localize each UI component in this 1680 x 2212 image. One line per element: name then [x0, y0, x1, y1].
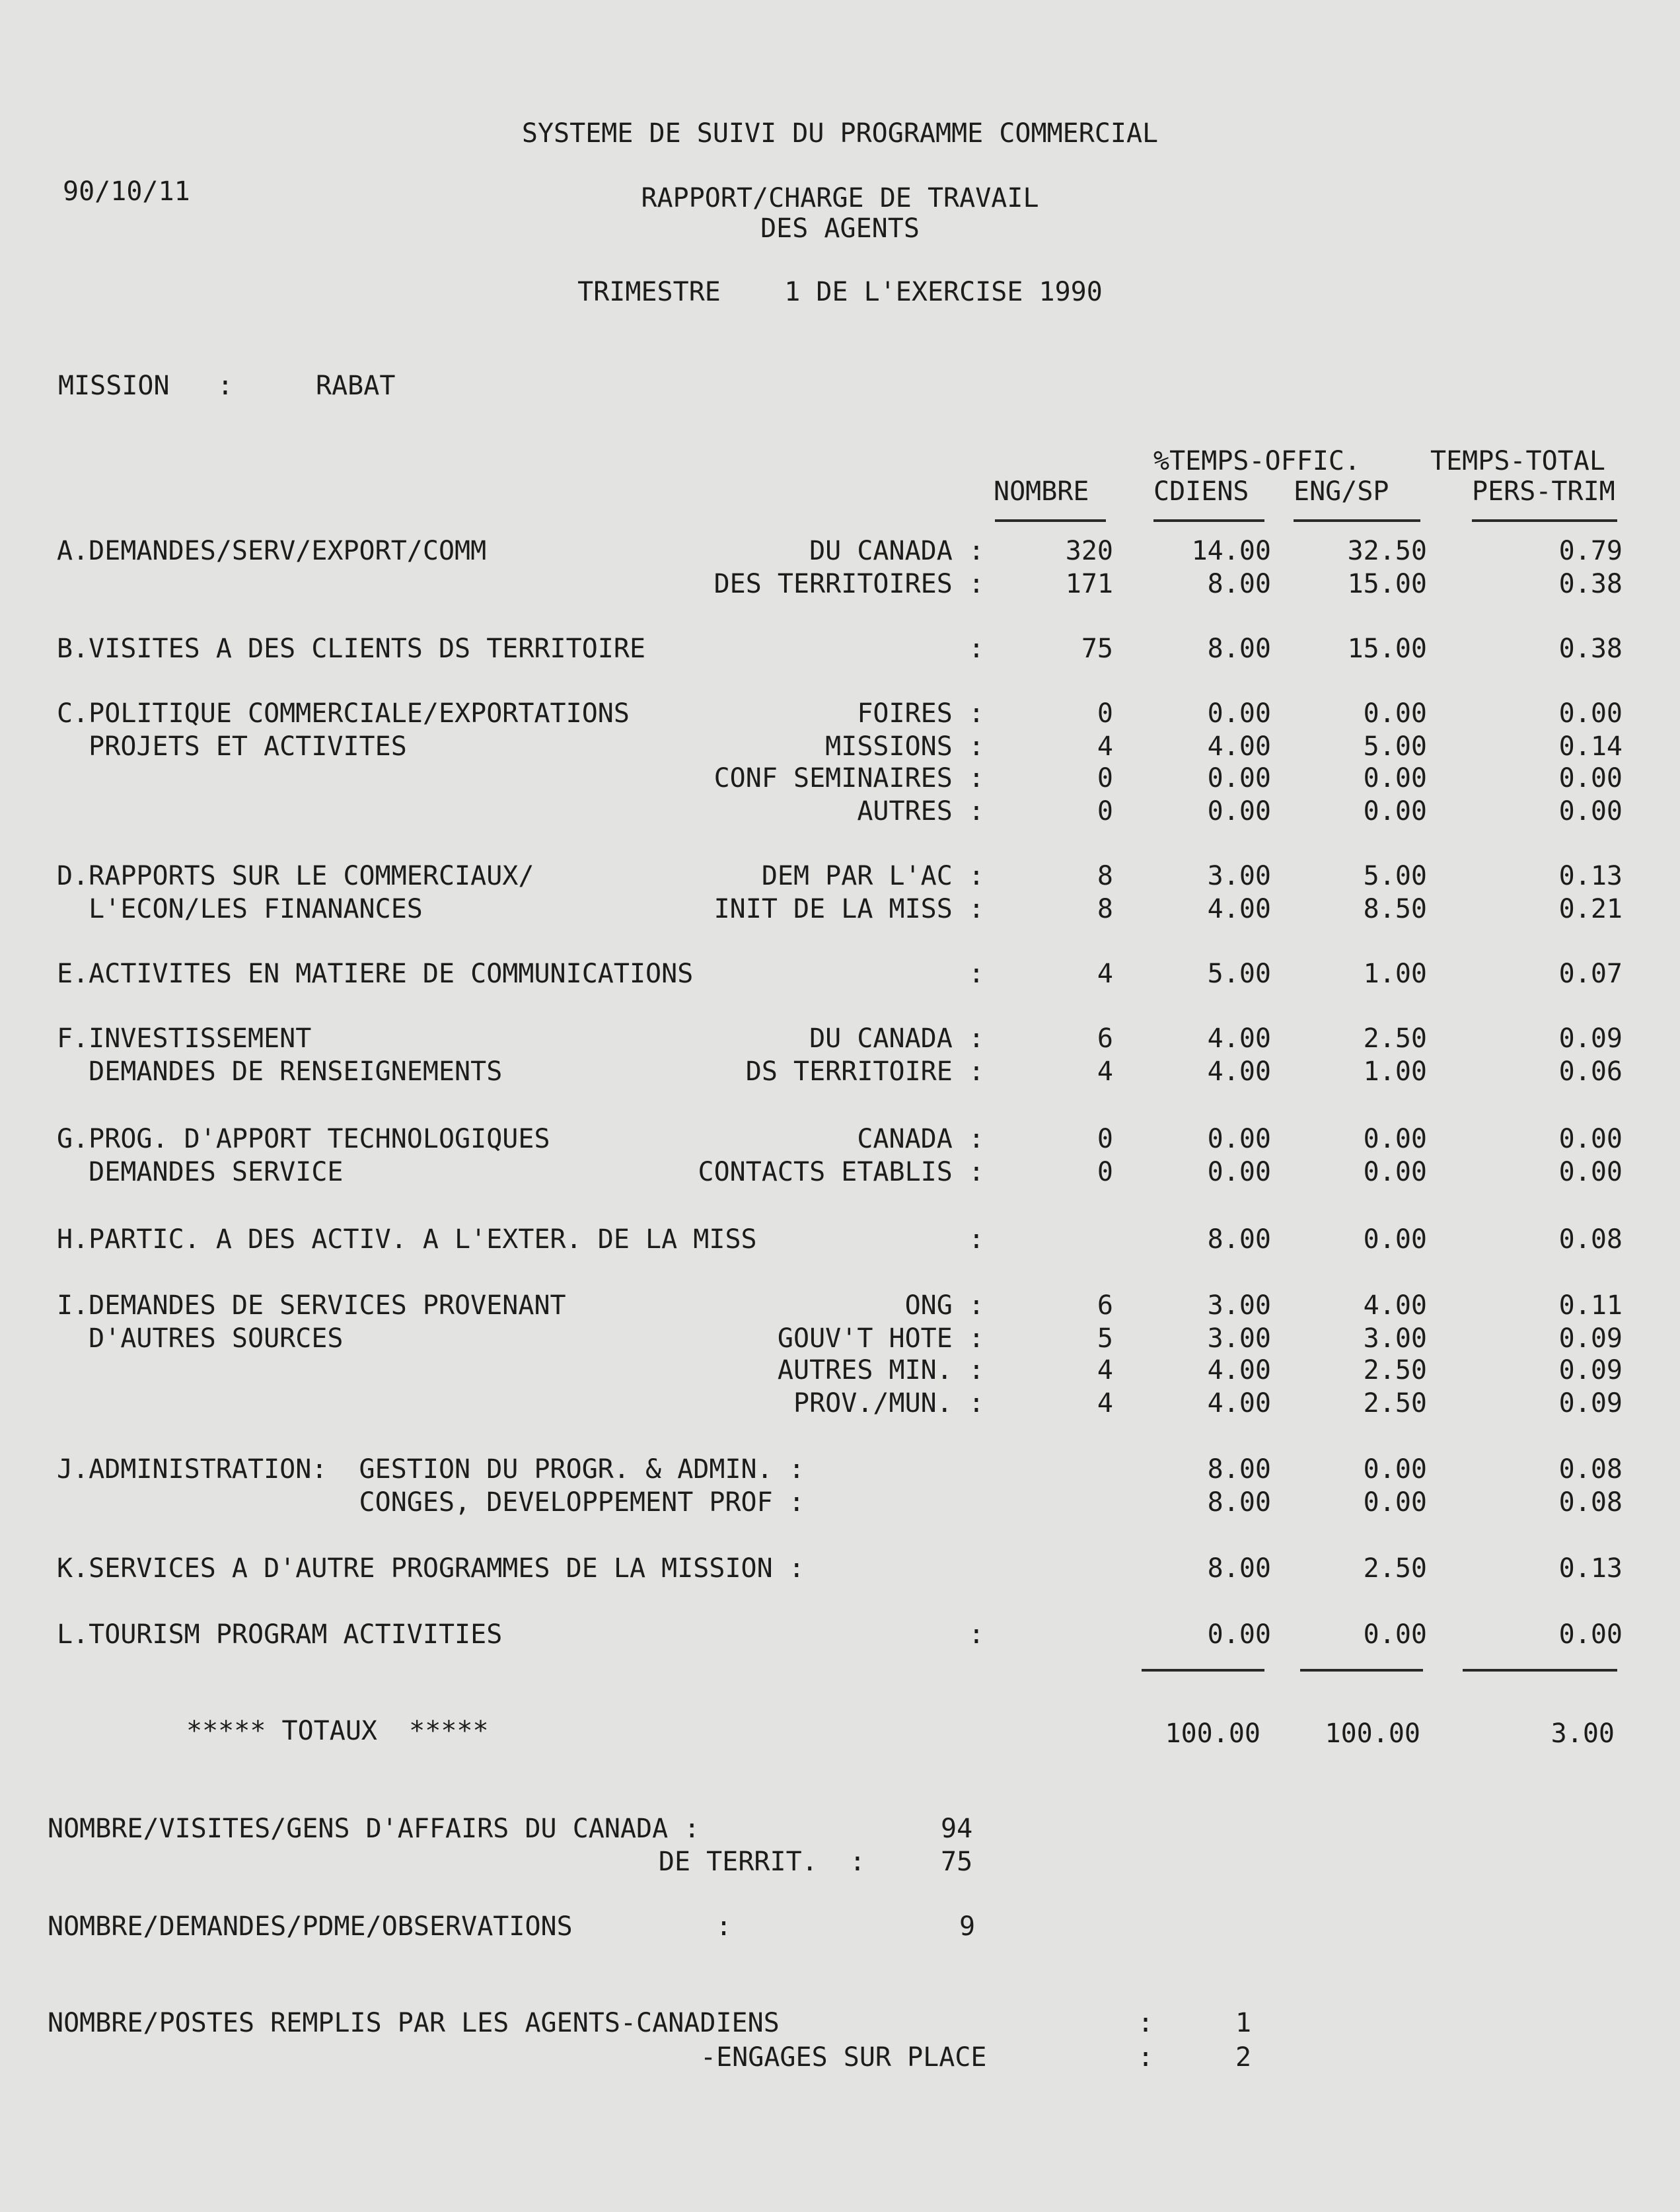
row-sublabel: INIT DE LA MISS : — [713, 894, 984, 924]
row-pers-trim: 0.13 — [1558, 1553, 1623, 1584]
totals-label: ***** TOTAUX ***** — [186, 1716, 489, 1746]
row-cdiens: 3.00 — [1207, 1290, 1271, 1321]
total-divider-pers-trim — [1463, 1669, 1617, 1672]
row-sublabel: : — [968, 959, 984, 989]
row-sublabel: DU CANADA : — [809, 1023, 984, 1054]
row-label: A.DEMANDES/SERV/EXPORT/COMM — [57, 536, 487, 566]
row-pers-trim: 0.09 — [1558, 1355, 1623, 1385]
row-cdiens: 0.00 — [1207, 1124, 1271, 1154]
row-label: DEMANDES DE RENSEIGNEMENTS — [57, 1056, 503, 1087]
postes-canadiens-label: NOMBRE/POSTES REMPLIS PAR LES AGENTS-CANADIENS — [48, 2008, 780, 2038]
visits-canada-label: NOMBRE/VISITES/GENS D'AFFAIRS DU CANADA : — [48, 1814, 700, 1844]
row-cdiens: 8.00 — [1207, 569, 1271, 599]
row-label: DEMANDES SERVICE — [57, 1157, 344, 1187]
row-pers-trim: 0.08 — [1558, 1224, 1623, 1255]
row-cdiens: 4.00 — [1207, 1023, 1271, 1054]
row-label: PROJETS ET ACTIVITES — [57, 731, 407, 762]
row-cdiens: 5.00 — [1207, 959, 1271, 989]
row-label: D.RAPPORTS SUR LE COMMERCIAUX/ — [57, 861, 534, 891]
row-label: B.VISITES A DES CLIENTS DS TERRITOIRE — [57, 634, 646, 664]
report-title-line-2: DES AGENTS — [760, 213, 920, 244]
total-divider-eng-sp — [1300, 1669, 1423, 1672]
system-title: SYSTEME DE SUIVI DU PROGRAMME COMMERCIAL — [521, 118, 1159, 149]
row-cdiens: 8.00 — [1207, 1487, 1271, 1518]
total-divider-cdiens — [1142, 1669, 1264, 1672]
row-pers-trim: 0.09 — [1558, 1023, 1623, 1054]
row-sublabel: GOUV'T HOTE : — [777, 1323, 984, 1354]
row-eng-sp: 15.00 — [1347, 634, 1427, 664]
row-eng-sp: 0.00 — [1363, 1124, 1427, 1154]
row-eng-sp: 0.00 — [1363, 763, 1427, 793]
col-header-eng-sp: ENG/SP — [1294, 476, 1389, 507]
visits-canada-value: 94 — [941, 1814, 973, 1844]
row-label: CONGES, DEVELOPPEMENT PROF : — [57, 1487, 805, 1518]
row-eng-sp: 0.00 — [1363, 1487, 1427, 1518]
demandes-pdme-label: NOMBRE/DEMANDES/PDME/OBSERVATIONS : — [48, 1911, 732, 1942]
row-cdiens: 4.00 — [1207, 1056, 1271, 1087]
row-cdiens: 0.00 — [1207, 1619, 1271, 1650]
row-nombre: 0 — [1097, 796, 1113, 827]
row-sublabel: CONTACTS ETABLIS : — [698, 1157, 984, 1187]
row-cdiens: 14.00 — [1191, 536, 1271, 566]
quarter-line: TRIMESTRE 1 DE L'EXERCISE 1990 — [577, 277, 1103, 307]
row-pers-trim: 0.11 — [1558, 1290, 1623, 1321]
row-label: F.INVESTISSEMENT — [57, 1023, 312, 1054]
row-eng-sp: 0.00 — [1363, 1157, 1427, 1187]
row-pers-trim: 0.09 — [1558, 1388, 1623, 1419]
row-label: I.DEMANDES DE SERVICES PROVENANT — [57, 1290, 566, 1321]
row-nombre: 0 — [1097, 763, 1113, 793]
totals-cdiens: 100.00 — [1165, 1718, 1260, 1749]
postes-canadiens-colon: : — [1138, 2008, 1154, 2038]
row-pers-trim: 0.00 — [1558, 1124, 1623, 1154]
row-cdiens: 4.00 — [1207, 894, 1271, 924]
row-cdiens: 0.00 — [1207, 763, 1271, 793]
row-sublabel: FOIRES : — [857, 698, 984, 729]
row-eng-sp: 15.00 — [1347, 569, 1427, 599]
row-nombre: 4 — [1097, 731, 1113, 762]
row-pers-trim: 0.07 — [1558, 959, 1623, 989]
row-nombre: 0 — [1097, 1157, 1113, 1187]
report-date: 90/10/11 — [63, 176, 190, 207]
col-underline-nombre — [995, 519, 1106, 522]
col-header-cdiens: CDIENS — [1153, 476, 1249, 507]
row-sublabel: CONF SEMINAIRES : — [713, 763, 984, 793]
row-cdiens: 3.00 — [1207, 1323, 1271, 1354]
engages-place-value: 2 — [1235, 2042, 1252, 2073]
row-nombre: 4 — [1097, 1355, 1113, 1385]
row-cdiens: 8.00 — [1207, 1224, 1271, 1255]
row-nombre: 320 — [1065, 536, 1113, 566]
row-label: J.ADMINISTRATION: GESTION DU PROGR. & ADMIN. : — [57, 1454, 805, 1485]
demandes-pdme-value: 9 — [959, 1911, 976, 1942]
row-label: H.PARTIC. A DES ACTIV. A L'EXTER. DE LA MISS — [57, 1224, 757, 1255]
row-pers-trim: 0.00 — [1558, 1157, 1623, 1187]
visits-territ-value: 75 — [941, 1847, 973, 1877]
col-underline-cdiens — [1153, 519, 1264, 522]
row-nombre: 4 — [1097, 959, 1113, 989]
row-label: G.PROG. D'APPORT TECHNOLOGIQUES — [57, 1124, 550, 1154]
row-pers-trim: 0.08 — [1558, 1487, 1623, 1518]
totals-eng-sp: 100.00 — [1325, 1718, 1420, 1749]
row-eng-sp: 0.00 — [1363, 1619, 1427, 1650]
row-cdiens: 8.00 — [1207, 1454, 1271, 1485]
report-title-line-1: RAPPORT/CHARGE DE TRAVAIL — [641, 183, 1039, 213]
row-eng-sp: 32.50 — [1347, 536, 1427, 566]
row-cdiens: 4.00 — [1207, 1355, 1271, 1385]
col-header-pct-temps-offic: %TEMPS-OFFIC. — [1153, 446, 1361, 476]
row-cdiens: 4.00 — [1207, 731, 1271, 762]
row-sublabel: DS TERRITOIRE : — [745, 1056, 984, 1087]
row-sublabel: DU CANADA : — [809, 536, 984, 566]
col-underline-eng-sp — [1294, 519, 1420, 522]
row-cdiens: 8.00 — [1207, 1553, 1271, 1584]
row-pers-trim: 0.38 — [1558, 569, 1623, 599]
row-label: E.ACTIVITES EN MATIERE DE COMMUNICATIONS — [57, 959, 694, 989]
row-nombre: 0 — [1097, 698, 1113, 729]
row-pers-trim: 0.06 — [1558, 1056, 1623, 1087]
row-sublabel: : — [968, 1619, 984, 1650]
row-cdiens: 0.00 — [1207, 698, 1271, 729]
row-pers-trim: 0.13 — [1558, 861, 1623, 891]
engages-place-colon: : — [1138, 2042, 1154, 2073]
row-nombre: 5 — [1097, 1323, 1113, 1354]
row-sublabel: DEM PAR L'AC : — [761, 861, 984, 891]
row-label: L'ECON/LES FINANANCES — [57, 894, 423, 924]
row-eng-sp: 2.50 — [1363, 1553, 1427, 1584]
row-eng-sp: 5.00 — [1363, 861, 1427, 891]
row-pers-trim: 0.00 — [1558, 796, 1623, 827]
row-sublabel: MISSIONS : — [825, 731, 984, 762]
row-eng-sp: 2.50 — [1363, 1355, 1427, 1385]
row-pers-trim: 0.38 — [1558, 634, 1623, 664]
row-nombre: 4 — [1097, 1056, 1113, 1087]
row-sublabel: AUTRES : — [857, 796, 984, 827]
row-sublabel: : — [968, 634, 984, 664]
row-sublabel: CANADA : — [857, 1124, 984, 1154]
row-nombre: 0 — [1097, 1124, 1113, 1154]
col-underline-pers-trim — [1472, 519, 1617, 522]
row-eng-sp: 1.00 — [1363, 1056, 1427, 1087]
row-cdiens: 0.00 — [1207, 1157, 1271, 1187]
row-eng-sp: 0.00 — [1363, 698, 1427, 729]
row-nombre: 75 — [1081, 634, 1113, 664]
col-header-temps-total: TEMPS-TOTAL — [1430, 446, 1605, 476]
row-label: D'AUTRES SOURCES — [57, 1323, 344, 1354]
row-sublabel: : — [968, 1224, 984, 1255]
row-nombre: 171 — [1065, 569, 1113, 599]
row-sublabel: PROV./MUN. : — [793, 1388, 984, 1419]
row-eng-sp: 0.00 — [1363, 796, 1427, 827]
visits-territ-label: DE TERRIT. : — [658, 1847, 865, 1877]
col-header-pers-trim: PERS-TRIM — [1472, 476, 1615, 507]
row-sublabel: AUTRES MIN. : — [777, 1355, 984, 1385]
row-pers-trim: 0.00 — [1558, 698, 1623, 729]
row-eng-sp: 4.00 — [1363, 1290, 1427, 1321]
row-nombre: 6 — [1097, 1023, 1113, 1054]
row-eng-sp: 0.00 — [1363, 1224, 1427, 1255]
row-pers-trim: 0.09 — [1558, 1323, 1623, 1354]
row-pers-trim: 0.08 — [1558, 1454, 1623, 1485]
row-label: L.TOURISM PROGRAM ACTIVITIES — [57, 1619, 503, 1650]
row-pers-trim: 0.00 — [1558, 763, 1623, 793]
row-cdiens: 3.00 — [1207, 861, 1271, 891]
row-eng-sp: 5.00 — [1363, 731, 1427, 762]
col-header-nombre: NOMBRE — [994, 476, 1089, 507]
row-cdiens: 8.00 — [1207, 634, 1271, 664]
row-cdiens: 4.00 — [1207, 1388, 1271, 1419]
row-nombre: 8 — [1097, 861, 1113, 891]
mission-value: RABAT — [316, 371, 396, 401]
row-label: K.SERVICES A D'AUTRE PROGRAMMES DE LA MISSION : — [57, 1553, 805, 1584]
row-pers-trim: 0.00 — [1558, 1619, 1623, 1650]
row-pers-trim: 0.21 — [1558, 894, 1623, 924]
row-pers-trim: 0.79 — [1558, 536, 1623, 566]
row-nombre: 8 — [1097, 894, 1113, 924]
row-label: C.POLITIQUE COMMERCIALE/EXPORTATIONS — [57, 698, 630, 729]
row-nombre: 6 — [1097, 1290, 1113, 1321]
row-eng-sp: 8.50 — [1363, 894, 1427, 924]
engages-place-label: -ENGAGES SUR PLACE — [700, 2042, 987, 2073]
row-sublabel: ONG : — [904, 1290, 984, 1321]
totals-pers-trim: 3.00 — [1551, 1718, 1615, 1749]
row-eng-sp: 1.00 — [1363, 959, 1427, 989]
row-eng-sp: 3.00 — [1363, 1323, 1427, 1354]
row-nombre: 4 — [1097, 1388, 1113, 1419]
row-sublabel: DES TERRITOIRES : — [713, 569, 984, 599]
row-eng-sp: 2.50 — [1363, 1023, 1427, 1054]
row-eng-sp: 2.50 — [1363, 1388, 1427, 1419]
postes-canadiens-value: 1 — [1235, 2008, 1252, 2038]
row-cdiens: 0.00 — [1207, 796, 1271, 827]
mission-label: MISSION : — [58, 371, 233, 401]
row-pers-trim: 0.14 — [1558, 731, 1623, 762]
row-eng-sp: 0.00 — [1363, 1454, 1427, 1485]
